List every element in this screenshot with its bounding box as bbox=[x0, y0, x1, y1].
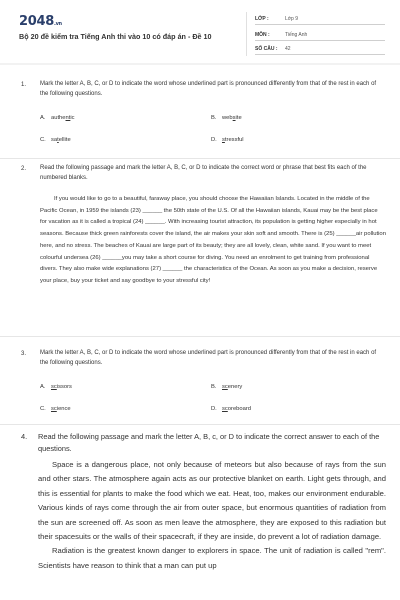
document-title: Bộ 20 đề kiểm tra Tiếng Anh thi vào 10 có đáp án - Đề 10 bbox=[19, 32, 212, 41]
info-label: LỚP : bbox=[255, 16, 269, 22]
word-part: ite bbox=[235, 115, 242, 121]
underlined-part: s bbox=[232, 115, 236, 121]
info-value: 42 bbox=[285, 46, 291, 52]
option-letter: D. bbox=[211, 406, 217, 412]
answer-option-a[interactable] bbox=[40, 384, 72, 390]
info-value: Tiếng Anh bbox=[285, 32, 308, 38]
answer-option-b[interactable] bbox=[211, 115, 242, 121]
word-part: ellite bbox=[58, 137, 71, 143]
question-text: Mark the letter A, B, C, or D to indicate the word whose underlined part is pronounced differently from that of the rest in each of the following questions. bbox=[40, 350, 377, 366]
option-letter: C. bbox=[40, 406, 46, 412]
info-row-subject bbox=[255, 30, 385, 41]
word-part: authe bbox=[51, 115, 66, 121]
word-part: ience bbox=[56, 406, 71, 412]
option-letter: A. bbox=[40, 384, 46, 390]
underlined-part: s bbox=[222, 137, 225, 143]
reading-passage bbox=[40, 194, 386, 288]
passage-paragraph: Space is a dangerous place, not only because of meteors but also because of rays from the sun and other stars. The atmosphere again acts as our protective blanket on earth. Light gets through, and this is essential for plants to make the food which we eat. Heat, too, makes our environment endurable. Various kinds of rays come through the air from outer space, but enormous quantities of radiation from the sun are screened off. As soon as men leave the atmosphere, they are exposed to this radiation but their spacesuits or the walls of their spacecraft, if they are inside, do prevent a lot of radiation damage. bbox=[38, 460, 386, 542]
option-letter: A. bbox=[40, 115, 46, 121]
header-divider bbox=[246, 12, 247, 56]
underlined-part: nt bbox=[65, 115, 71, 121]
logo-text: 2048 bbox=[19, 14, 54, 29]
underlined-part: sc bbox=[51, 384, 57, 390]
word-part: issors bbox=[56, 384, 72, 390]
answer-option-d[interactable] bbox=[211, 137, 244, 143]
word-part: web bbox=[222, 115, 233, 121]
reading-passage bbox=[38, 458, 386, 573]
question-text: Read the following passage and mark the letter A, B, c, or D to indicate the correct answer to each of the questions. bbox=[38, 432, 380, 453]
question-text: Read the following passage and mark the letter A, B, C, or D to indicate the correct word or phrase that best fits each of the numbered blanks. bbox=[40, 165, 367, 181]
info-row-count bbox=[255, 44, 385, 55]
logo-suffix: .vn bbox=[53, 21, 62, 27]
question-text: Mark the letter A, B, C, or D to indicate the word whose underlined part is pronounced differently from that of the rest in each of the following questions. bbox=[40, 81, 377, 97]
passage-paragraph: Radiation is the greatest known danger to explorers in space. The unit of radiation is called "rem". Scientists have reason to think that a man can put up bbox=[38, 546, 386, 570]
option-letter: D. bbox=[211, 137, 217, 143]
info-value: Lớp 9 bbox=[285, 16, 299, 22]
answer-option-a[interactable] bbox=[40, 115, 75, 121]
underlined-part: sc bbox=[222, 406, 228, 412]
word-part: enery bbox=[227, 384, 243, 390]
word-part: tressful bbox=[224, 137, 244, 143]
info-label: SỐ CÂU : bbox=[255, 46, 278, 52]
answer-option-b[interactable] bbox=[211, 384, 242, 390]
word-part: sa bbox=[51, 137, 58, 143]
question-divider bbox=[0, 336, 400, 337]
answer-option-c[interactable] bbox=[40, 137, 71, 143]
underlined-part: sc bbox=[222, 384, 228, 390]
info-label: MÔN : bbox=[255, 32, 270, 38]
answer-option-c[interactable] bbox=[40, 406, 71, 412]
word-part: ic bbox=[70, 115, 75, 121]
option-letter: C. bbox=[40, 137, 46, 143]
answer-option-d[interactable] bbox=[211, 406, 251, 412]
question-number: 4. bbox=[21, 432, 28, 441]
question-number: 2. bbox=[21, 166, 27, 172]
question-divider bbox=[0, 158, 400, 159]
option-letter: B. bbox=[211, 384, 217, 390]
passage-paragraph: If you would like to go to a beautiful, faraway place, you should choose the Hawaiian Islands. Located in the middle of the Pacific Ocean, in 1959 the islands (23) ______ the 50th state of the U.S. Of all the Hawaiian islands, Kauai may be the best place for vacation as it is called a tropical (24) ______. With increasing tourist attraction, its population is getting higher especially in hot seasons. Because thick green rainforests cover the island, the air makes your skin soft and smooth. There is (25) ______air pollution here, and no stress. The beaches of Kauai are large part of its beauty; they are all lovely, clean, white sand. If you want to meet colourful undersea (26) ______you may take a short course for diving. You need an enrolment to get training from professional divers. They also make wide explanations (27) ______ the characteristics of the Ocean. As soon as you make a decision, reserve your place, buy your ticket and say goodbye to your stressful city! bbox=[40, 196, 386, 284]
option-letter: B. bbox=[211, 115, 217, 121]
underlined-part: sc bbox=[51, 406, 57, 412]
site-logo[interactable] bbox=[19, 14, 62, 29]
header-rule bbox=[0, 63, 400, 65]
question-divider bbox=[0, 424, 400, 425]
word-part: oreboard bbox=[227, 406, 252, 412]
document-header bbox=[0, 0, 400, 62]
underlined-part: t bbox=[57, 137, 59, 143]
question-number: 1. bbox=[21, 82, 27, 88]
question-number: 3. bbox=[21, 351, 27, 357]
info-row-class bbox=[255, 14, 385, 25]
